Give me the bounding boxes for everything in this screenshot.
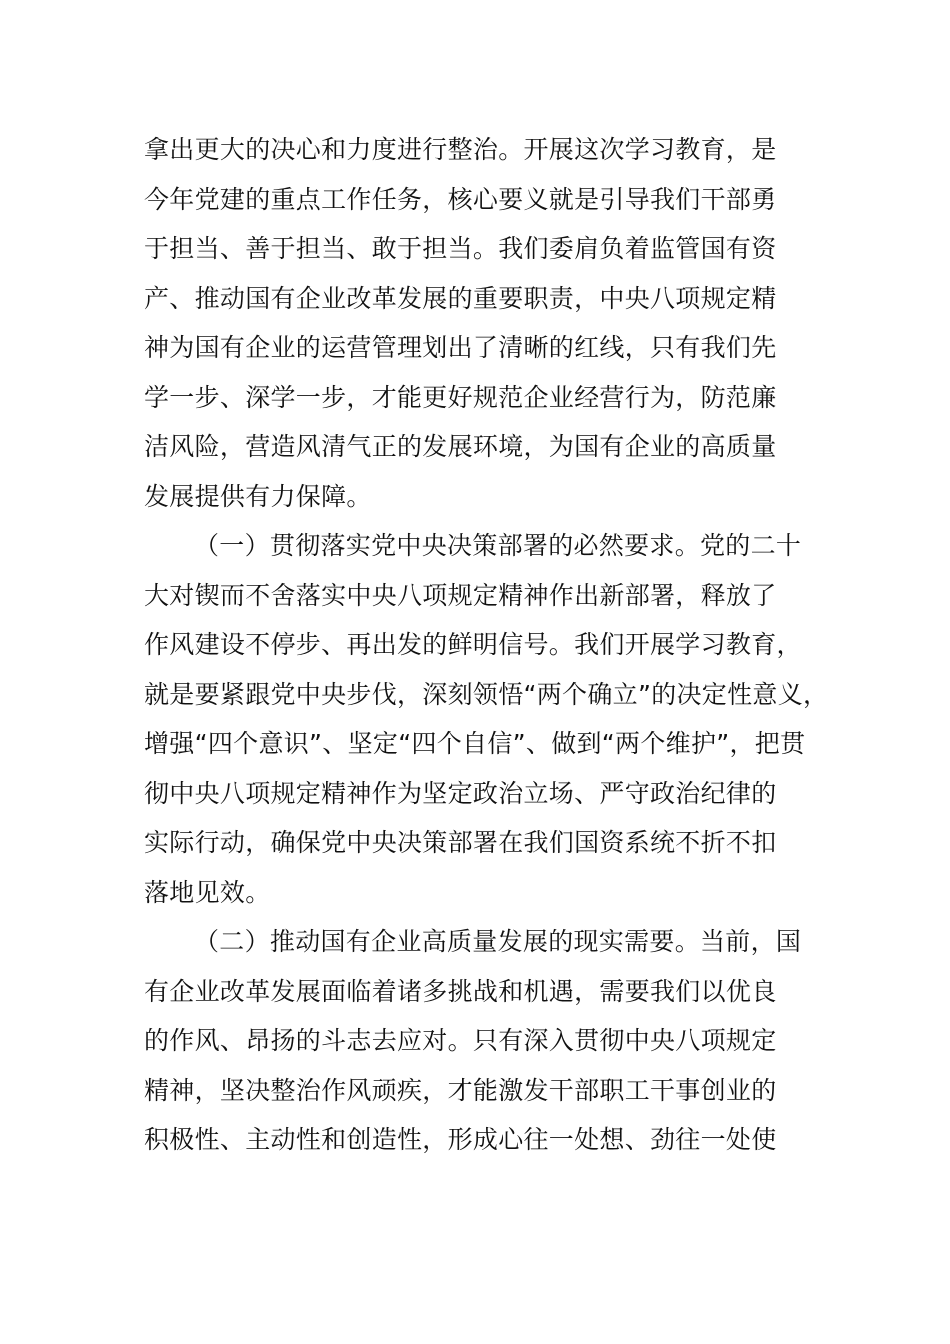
text-line: 神为国有企业的运营管理划出了清晰的红线，只有我们先: [144, 333, 777, 362]
text-line: 于担当、善于担当、敢于担当。我们委肩负着监管国有资: [144, 234, 777, 263]
paragraph-intro: [144, 125, 834, 521]
paragraph-section-two: [144, 917, 834, 1165]
text-line: 今年党建的重点工作任务，核心要义就是引导我们干部勇: [144, 184, 777, 214]
text-line: 学一步、深学一步，才能更好规范企业经营行为，防范廉: [144, 382, 777, 412]
text-line-first: （一）贯彻落实党中央决策部署的必然要求。党的二十: [194, 531, 802, 560]
text-line: 拿出更大的决心和力度进行整治。开展这次学习教育，是: [144, 135, 777, 164]
text-line: 增强“四个意识”、坚定“四个自信”、做到“两个维护”，把贯: [144, 729, 806, 758]
text-line-first: （二）推动国有企业高质量发展的现实需要。当前，国: [194, 927, 802, 956]
text-line: 彻中央八项规定精神作为坚定政治立场、严守政治纪律的: [144, 778, 777, 808]
text-line: 有企业改革发展面临着诸多挑战和机遇，需要我们以优良: [144, 976, 777, 1006]
text-line: 实际行动，确保党中央决策部署在我们国资系统不折不扣: [144, 828, 777, 857]
text-line: 作风建设不停步、再出发的鲜明信号。我们开展学习教育，: [144, 630, 802, 659]
text-line: 的作风、昂扬的斗志去应对。只有深入贯彻中央八项规定: [144, 1026, 777, 1055]
text-line: 就是要紧跟党中央步伐，深刻领悟“两个确立”的决定性意义，: [144, 679, 829, 709]
document-body: [144, 125, 834, 1165]
paragraph-section-one: [144, 521, 834, 917]
text-line: 积极性、主动性和创造性，形成心往一处想、劲往一处使: [144, 1125, 777, 1154]
text-line: 大对锲而不舍落实中央八项规定精神作出新部署，释放了: [144, 580, 777, 610]
text-line: 洁风险，营造风清气正的发展环境，为国有企业的高质量: [144, 432, 777, 461]
text-line: 落地见效。: [144, 877, 271, 907]
text-line: 产、推动国有企业改革发展的重要职责，中央八项规定精: [144, 283, 777, 313]
text-line: 精神，坚决整治作风顽疾，才能激发干部职工干事创业的: [144, 1075, 777, 1105]
text-line: 发展提供有力保障。: [144, 481, 372, 511]
